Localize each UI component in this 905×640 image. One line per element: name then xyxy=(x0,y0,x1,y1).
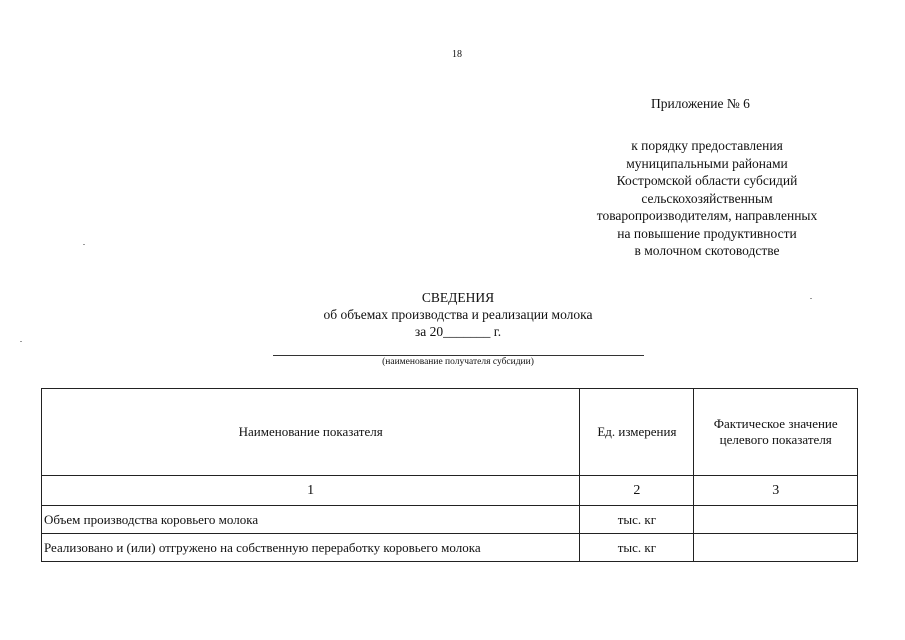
indicator-value-cell[interactable] xyxy=(694,534,858,562)
appendix-title: Приложение № 6 xyxy=(651,96,750,111)
indicator-unit: тыс. кг xyxy=(580,534,694,562)
appendix-line: Костромской области субсидий xyxy=(616,173,798,188)
table-row xyxy=(42,506,858,534)
page-number: 18 xyxy=(452,49,462,60)
table-row xyxy=(42,534,858,562)
header-actual-value: Фактическое значение целевого показателя xyxy=(694,389,858,476)
column-number: 2 xyxy=(580,476,694,506)
header-indicator-name: Наименование показателя xyxy=(42,389,580,476)
table-header-row xyxy=(42,389,858,476)
scan-speck xyxy=(810,298,812,299)
header-unit: Ед. измерения xyxy=(580,389,694,476)
appendix-line: к порядку предоставления xyxy=(631,138,783,153)
column-number: 3 xyxy=(694,476,858,506)
document-period: за 20_______ г. xyxy=(414,324,502,339)
column-numbers-row xyxy=(42,476,858,506)
appendix-description xyxy=(572,137,842,260)
appendix-line: сельскохозяйственным xyxy=(641,190,773,206)
indicator-name: Реализовано и (или) отгружено на собственную переработку коровьего молока xyxy=(42,534,580,562)
indicator-name: Объем производства коровьего молока xyxy=(42,506,580,534)
scan-speck xyxy=(20,341,22,342)
document-subtitle: об объемах производства и реализации молока xyxy=(323,307,593,322)
column-number: 1 xyxy=(42,476,580,506)
appendix-line: товаропроизводителям, направленных xyxy=(596,208,818,223)
appendix-line: муниципальными районами xyxy=(626,155,788,171)
appendix-line: в молочном скотоводстве xyxy=(634,243,780,258)
indicator-unit: тыс. кг xyxy=(580,506,694,534)
recipient-fill-line xyxy=(273,355,644,356)
indicator-value-cell[interactable] xyxy=(694,506,858,534)
indicators-table xyxy=(41,388,858,562)
scan-speck xyxy=(83,244,85,245)
document-title: СВЕДЕНИЯ xyxy=(421,290,495,305)
recipient-caption: (наименование получателя субсидии) xyxy=(382,357,534,367)
appendix-line: на повышение продуктивности xyxy=(617,225,797,241)
